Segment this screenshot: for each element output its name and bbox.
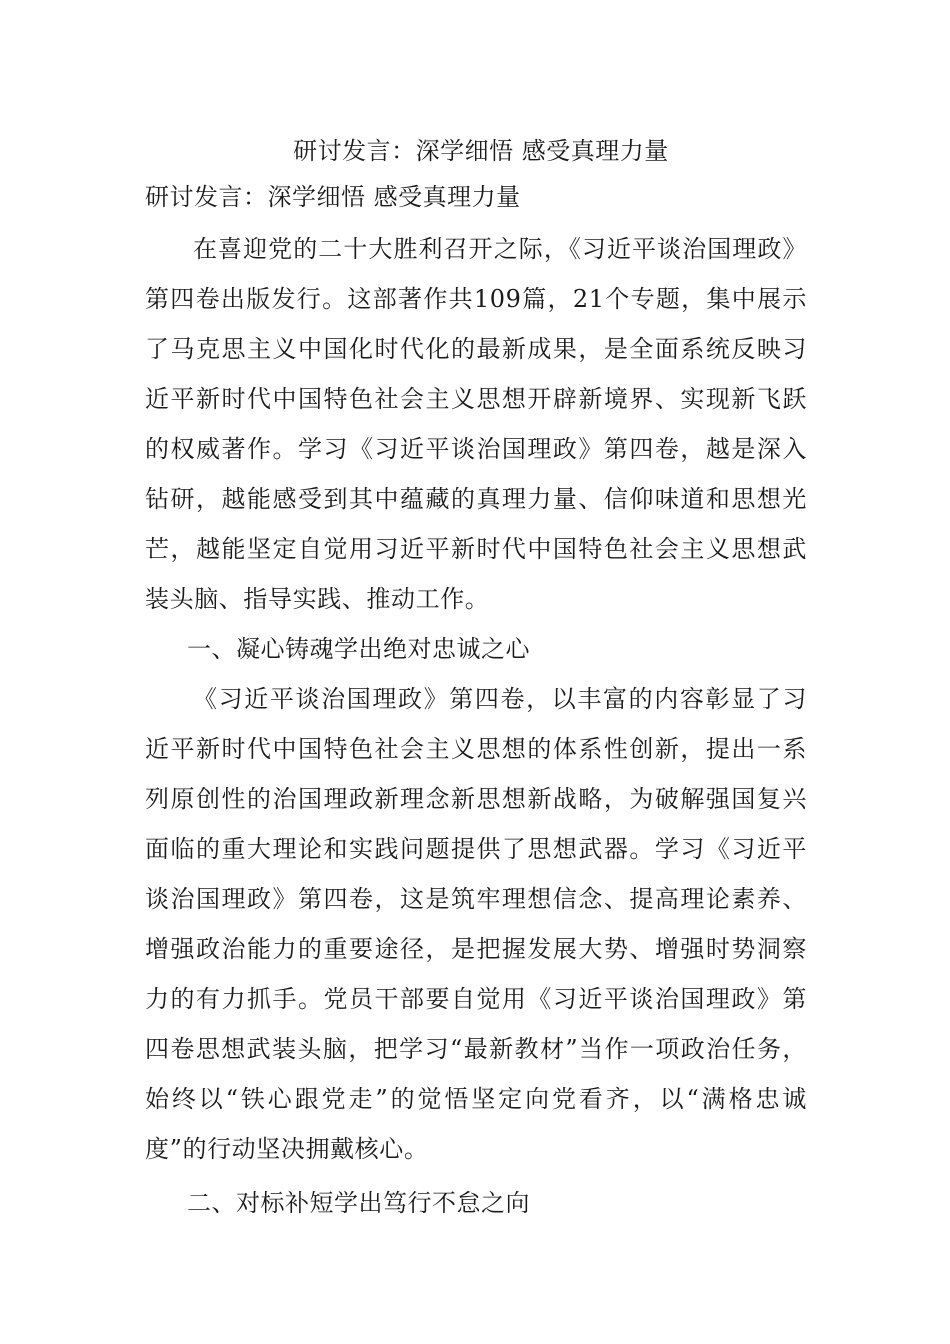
document-title: 研讨发言：深学细悟 感受真理力量 — [293, 137, 669, 165]
document-body — [145, 128, 807, 1228]
section-heading-1: 一、凝心铸魂学出绝对忠诚之心 — [187, 635, 530, 663]
intro-paragraph: 在喜迎党的二十大胜利召开之际，《习近平谈治国理政》第四卷出版发行。这部著作共109篇，21个专题，集中展示了马克思主义中国化时代化的最新成果，是全面系统反映习近平新时代中国特色社会主义思想开辟新境界、实现新飞跃的权威著作。学习《习近平谈治国理政》第四卷，越是深入钻研，越能感受到其中蕴藏的真理力量、信仰味道和思想光芒，越能坚定自觉用习近平新时代中国特色社会主义思想武装头脑、指导实践、推动工作。 — [145, 235, 807, 613]
section-body-1: 《习近平谈治国理政》第四卷，以丰富的内容彰显了习近平新时代中国特色社会主义思想的体系性创新，提出一系列原创性的治国理政新理念新思想新战略，为破解强国复兴面临的重大理论和实践问题提供了思想武器。学习《习近平谈治国理政》第四卷，这是筑牢理想信念、提高理论素养、增强政治能力的重要途径，是把握发展大势、增强时势洞察力的有力抓手。党员干部要自觉用《习近平谈治国理政》第四卷思想武装头脑，把学习“最新教材”当作一项政治任务，始终以“铁心跟党走”的觉悟坚定向党看齐，以“满格忠诚度”的行动坚决拥戴核心。 — [145, 685, 807, 1163]
document-subtitle: 研讨发言：深学细悟 感受真理力量 — [145, 183, 521, 211]
section-heading-2: 二、对标补短学出笃行不怠之向 — [187, 1189, 530, 1217]
